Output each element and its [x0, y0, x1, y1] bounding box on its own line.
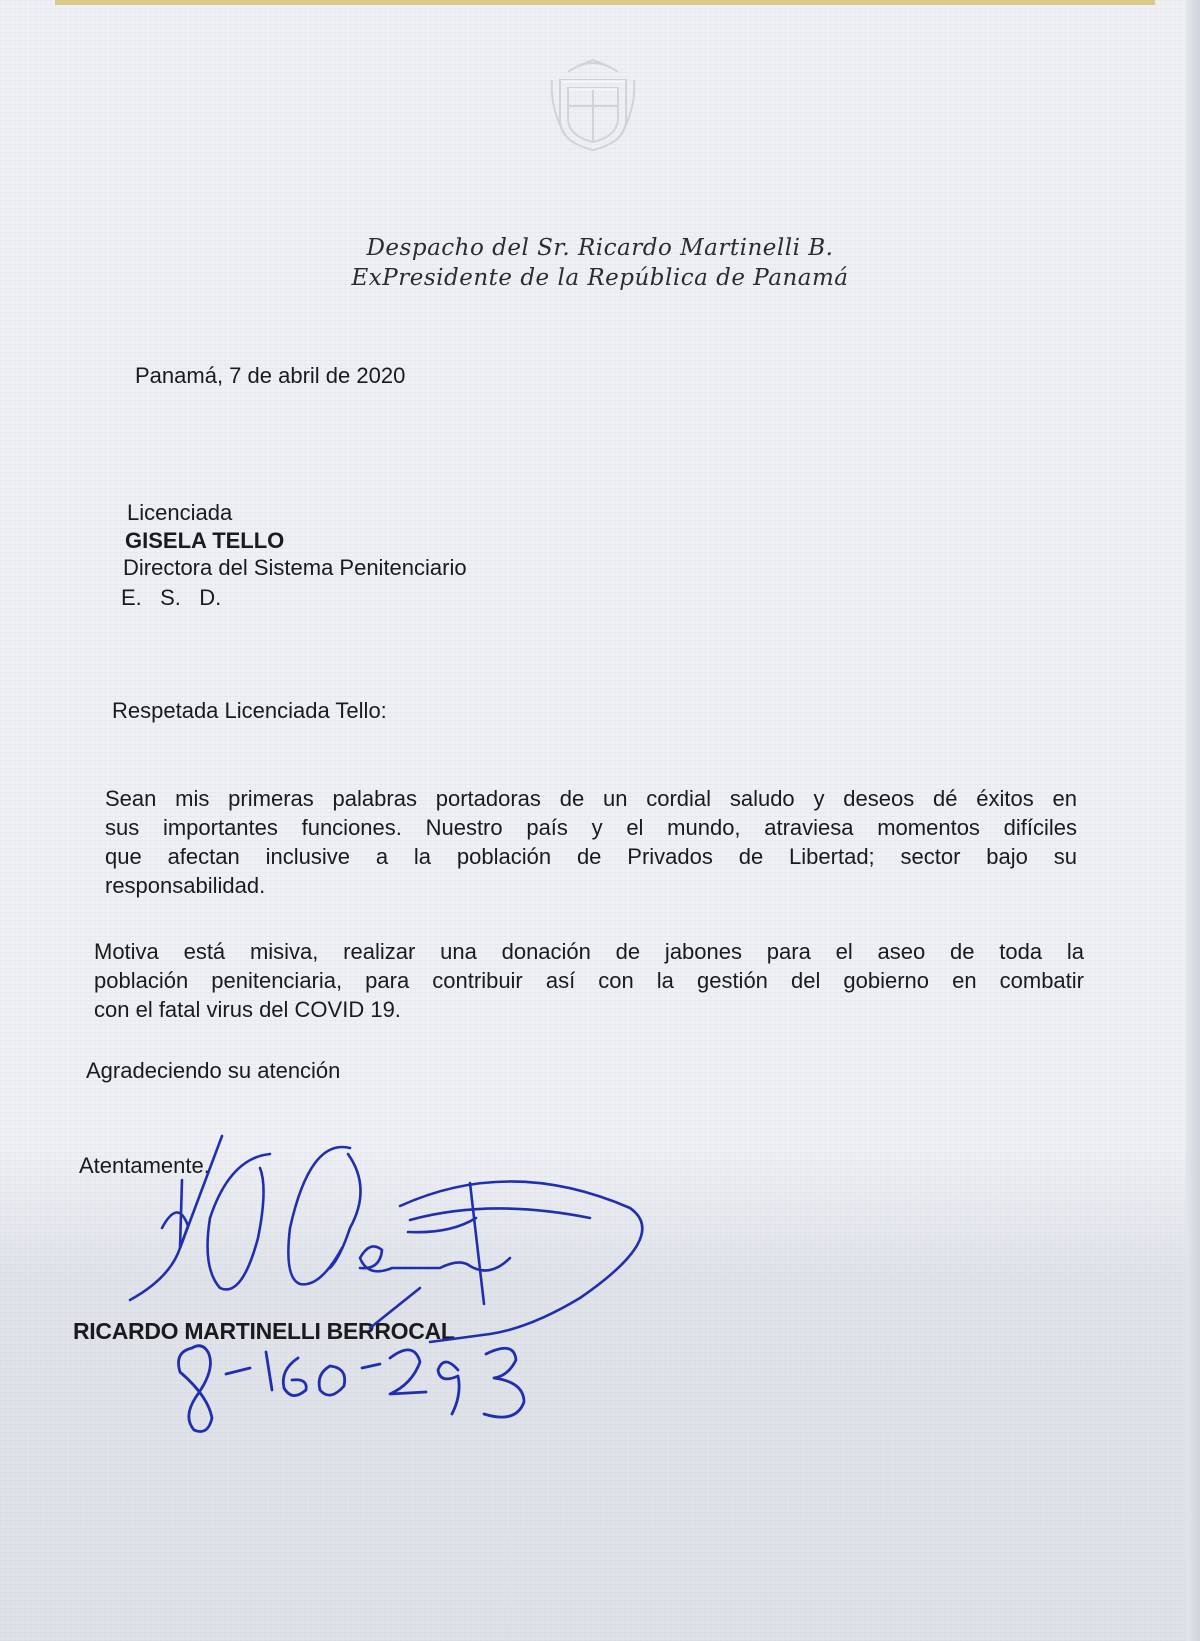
handwritten-id-number	[168, 1330, 568, 1440]
letter-date: Panamá, 7 de abril de 2020	[135, 363, 406, 388]
paragraph-2-line: con el fatal virus del COVID 19.	[94, 997, 401, 1022]
paragraph-2-line: Motiva está misiva, realizar una donación de jabones para el aseo de toda la	[94, 939, 1084, 964]
paragraph-1-line: Sean mis primeras palabras portadoras de un cordial saludo y deseos dé éxitos en	[105, 786, 1077, 811]
letterhead-line-1: Despacho del Sr. Ricardo Martinelli B.	[366, 235, 834, 261]
recipient-position: Directora del Sistema Penitenciario	[123, 555, 467, 580]
paper-right-edge	[1186, 0, 1200, 1641]
recipient-title: Licenciada	[127, 500, 233, 525]
letterhead	[340, 233, 860, 293]
paragraph-2-line: población penitenciaria, para contribuir así con la gestión del gobierno en combatir	[94, 968, 1084, 993]
paragraph-1	[105, 784, 1077, 900]
sign-off: Atentamente,	[79, 1153, 210, 1178]
embossed-seal-icon	[548, 50, 638, 155]
paragraph-2	[94, 937, 1084, 1024]
recipient-esd: E. S. D.	[121, 585, 222, 610]
closing-line: Agradeciendo su atención	[86, 1058, 341, 1083]
paper-top-edge	[55, 0, 1155, 5]
paragraph-1-line: sus importantes funciones. Nuestro país y el mundo, atraviesa momentos difíciles	[105, 815, 1077, 840]
letterhead-line-2: ExPresidente de la República de Panamá	[351, 265, 849, 291]
paragraph-1-line: responsabilidad.	[105, 873, 266, 898]
signatory-name: RICARDO MARTINELLI BERROCAL	[73, 1318, 455, 1344]
recipient-name: GISELA TELLO	[125, 528, 285, 553]
paragraph-1-line: que afectan inclusive a la población de Privados de Libertad; sector bajo su	[105, 844, 1077, 869]
salutation: Respetada Licenciada Tello:	[112, 698, 387, 723]
